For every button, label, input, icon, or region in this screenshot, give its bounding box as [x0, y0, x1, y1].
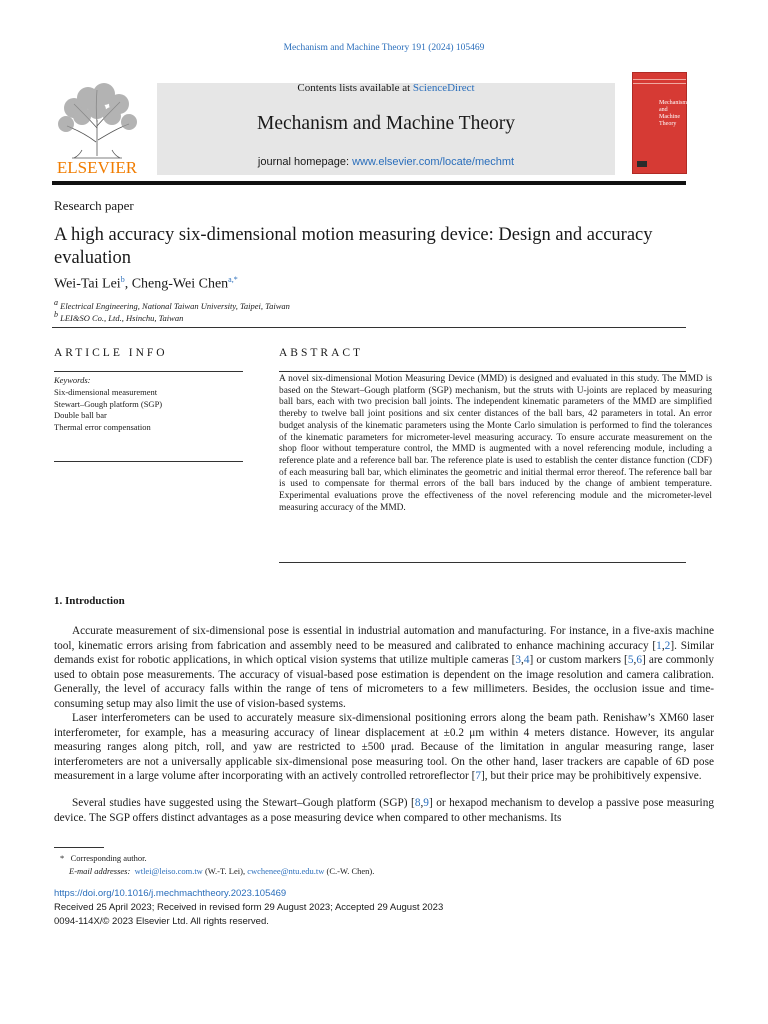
header-rule [52, 181, 686, 185]
divider [52, 327, 686, 328]
cover-title: Mechanism and Machine Theory [659, 100, 687, 127]
elsevier-tree-icon [52, 80, 142, 176]
affiliation-mark: a [54, 298, 58, 307]
keywords-box [54, 375, 244, 434]
corresponding-author-note: Corresponding author. [70, 853, 147, 863]
affiliation-marker[interactable]: a,* [228, 275, 238, 284]
homepage-prefix: journal homepage: [257, 156, 353, 168]
divider [54, 371, 243, 372]
divider [279, 371, 686, 372]
affiliation-text: Electrical Engineering, National Taiwan University, Taipei, Taiwan [60, 300, 290, 311]
section-heading: 1. Introduction [54, 595, 125, 607]
keyword: Six-dimensional measurement [54, 386, 158, 397]
journal-citation-link[interactable]: Mechanism and Machine Theory 191 (2024) 105469 [283, 43, 485, 53]
homepage-link[interactable]: www.elsevier.com/locate/mechmt [352, 156, 515, 168]
elsevier-logo[interactable] [52, 80, 142, 176]
keywords-label: Keywords: [54, 375, 91, 385]
article-dates: Received 25 April 2023; Received in revised form 29 August 2023; Accepted 29 August 2023 [54, 902, 444, 913]
keyword: Double ball bar [54, 410, 107, 421]
contents-line [157, 82, 615, 94]
divider [54, 461, 243, 462]
body-paragraph: Several studies have suggested using the Stewart–Gough platform (SGP) [8,9] or hexapod mechanism to develop a passive pose measuring device. The SGP offers distinct advantages as a pose measuring device when compared to other mechanisms. Its [54, 797, 714, 824]
citation-link[interactable]: 3 [515, 654, 522, 666]
journal-homepage-line [157, 156, 615, 168]
author-name[interactable]: Cheng-Wei Chen [131, 276, 229, 292]
article-info-heading: ARTICLE INFO [54, 347, 168, 359]
affiliation-marker[interactable]: b [120, 275, 125, 284]
author-list [54, 275, 238, 293]
body-paragraph: Laser interferometers can be used to accurately measure six-dimensional positioning errors along the beam path. Renishaw’s XM60 laser interferometer, for example, has a measuring accuracy of linear displacement at ±0.2 μm within 4 meters distance. However, its angular measuring ranges along pitch, roll, and yaw are restricted to ±500 μrad. Because of the limitation in angular measuring range, laser interferometers are not a universally applicable six-dimensional pose measuring tool. On the other hand, laser trackers are capable of 6D pose measurement in a large volume after incorporating with an actively controlled retroreflector [7], but their price may be prohibitively expensive. [54, 712, 714, 782]
email-link[interactable]: wtlei@leiso.com.tw [134, 865, 203, 876]
citation-link[interactable]: 5 [627, 654, 634, 666]
svg-text:ELSEVIER: ELSEVIER [56, 158, 138, 176]
author-name[interactable]: Wei-Tai Lei [54, 276, 121, 292]
abstract-text: A novel six-dimensional Motion Measuring Device (MMD) is designed and evaluated in this study. The MMD is based on the Stewart–Gough platform (SGP) mechanism, but the struts with U-joints are replaced by measuring ball bars, each with two precision ball joints. The independent kinematic parameters of the MMD are simplified thereby to twelve ball joint positions and six center distances of the ball bars, 42 parameters in total. An error budget analysis of the kinematic parameters using the Monte Carlo simulation is performed to find the tolerances of the kinematic parameters for micrometer-level measuring accuracy. To ensure accurate measurement on the shop floor without temperature control, the MMD is augmented with a novel referencing module, including a reference plate and a reference ball bar. The reference plate is used to establish the center distance function (CDF) of each measuring ball bar, which eliminates the geometric and initial thermal error thereof. The reference ball bar is used to compensate for thermal errors of the ball bars induced by the change of ambient temperature. Experimental evaluations prove the effectiveness of the novel referencing module and the micrometer-level measuring accuracy of the MMD. [279, 374, 712, 513]
citation-link[interactable]: 1 [656, 639, 662, 652]
affiliation-b [54, 310, 183, 323]
keyword: Stewart–Gough platform (SGP) [54, 398, 163, 409]
journal-cover-thumbnail[interactable] [632, 72, 687, 174]
keyword: Thermal error compensation [54, 422, 151, 433]
divider [279, 562, 686, 563]
contents-prefix: Contents lists available at [297, 82, 413, 94]
affiliation-text: LEI&SO Co., Ltd., Hsinchu, Taiwan [60, 312, 184, 323]
citation-link[interactable]: 7 [475, 770, 482, 782]
footnote-mark: * [60, 853, 65, 863]
citation-link[interactable]: 6 [636, 654, 642, 666]
article-type: Research paper [54, 198, 134, 213]
citation-link[interactable]: 8 [414, 797, 421, 809]
citation-link[interactable]: 2 [664, 639, 671, 652]
author-separator: , [124, 276, 132, 292]
sciencedirect-link[interactable]: ScienceDirect [412, 82, 475, 94]
affiliation-a [54, 298, 290, 311]
article-title: A high accuracy six-dimensional motion measuring device: Design and accuracy evaluation [54, 225, 653, 268]
footnote-rule [54, 847, 104, 848]
email-label: E-mail addresses: [69, 865, 131, 876]
citation-link[interactable]: 9 [423, 797, 429, 809]
journal-title: Mechanism and Machine Theory [257, 113, 515, 134]
doi-link[interactable]: https://doi.org/10.1016/j.mechmachtheory.2023.105469 [54, 888, 287, 899]
affiliation-mark: b [54, 310, 58, 319]
email-link[interactable]: cwchenee@ntu.edu.tw [247, 865, 325, 876]
abstract-heading: ABSTRACT [279, 347, 364, 359]
body-paragraph: Accurate measurement of six-dimensional pose is essential in industrial automation and manufacturing. For instance, in a five-axis machine tool, kinematic errors arising from fabrication and assembly need to be measured and calibrated to enhance machining accuracy [1,2]. Similar demands exist for robotic applications, in which optical vision systems that utilize multiple cameras [3,4] or custom markers [5,6] are commonly used to obtain pose measurements. The accuracy of visual-based pose estimation is dependent on the image resolution and camera calibration. Generally, the level of accuracy falls within the range of tens of micrometers to a few millimeters. Besides, the occlusion issue and time-consuming setup may also limit the use of vision-based systems. [54, 625, 715, 710]
cover-publisher-mark [637, 161, 647, 167]
footnote: * Corresponding author. E-mail addresses: wtlei@leiso.com.tw (W.-T. Lei), cwchenee@ntu.edu.tw (C.-W. Chen). [60, 853, 375, 876]
copyright-line: 0094-114X/© 2023 Elsevier Ltd. All rights reserved. [54, 916, 269, 927]
citation-link[interactable]: 4 [523, 654, 530, 666]
